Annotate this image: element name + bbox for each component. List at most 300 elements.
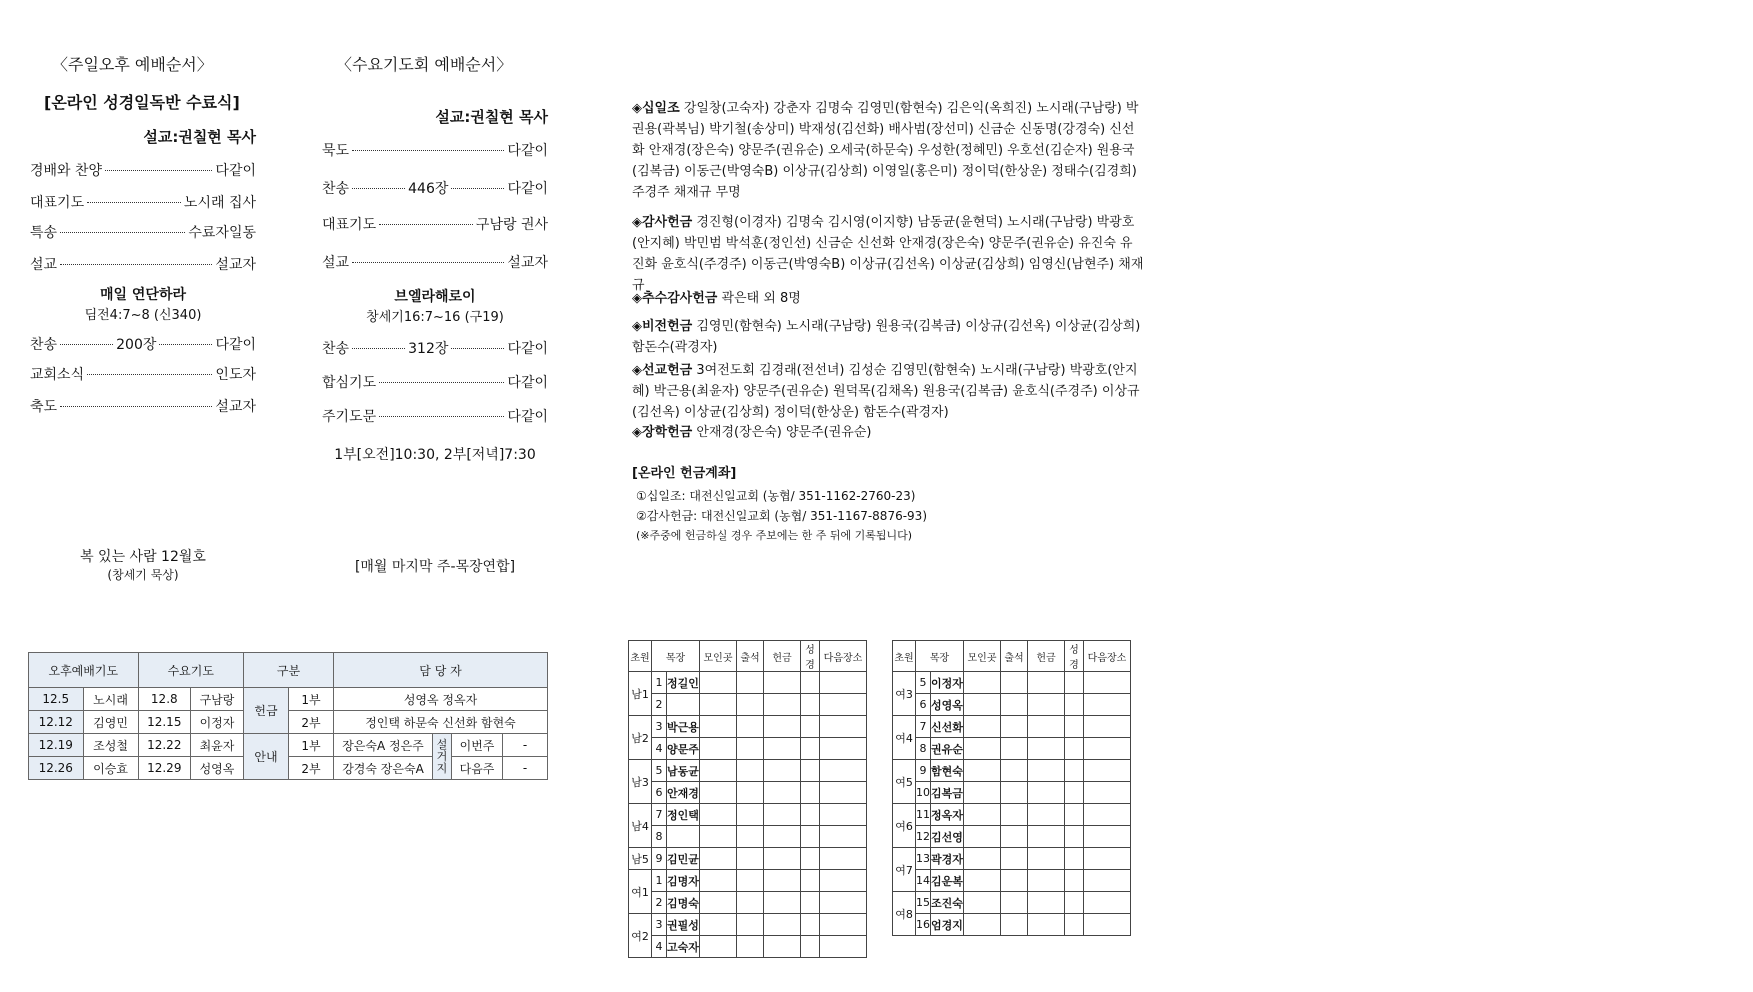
check-cell[interactable] — [700, 870, 737, 892]
table-row — [629, 716, 867, 738]
leader-dots — [379, 382, 504, 383]
check-cell[interactable] — [820, 826, 867, 848]
check-cell[interactable] — [1028, 782, 1065, 804]
cell-number: 3 — [652, 716, 667, 738]
check-cell[interactable] — [964, 716, 1001, 738]
check-cell[interactable] — [1084, 716, 1131, 738]
table-row — [893, 782, 1131, 804]
order-mid: 312장 — [408, 341, 449, 357]
check-cell[interactable] — [764, 760, 801, 782]
check-cell[interactable] — [1001, 782, 1028, 804]
check-cell[interactable] — [820, 914, 867, 936]
check-cell[interactable] — [764, 716, 801, 738]
check-cell[interactable] — [964, 760, 1001, 782]
check-cell[interactable] — [1028, 760, 1065, 782]
check-cell[interactable] — [1084, 738, 1131, 760]
check-cell[interactable] — [737, 848, 764, 870]
check-cell[interactable] — [820, 738, 867, 760]
table-row — [629, 870, 867, 892]
check-cell[interactable] — [1065, 870, 1084, 892]
table-row — [893, 914, 1131, 936]
account-tithe: ①십일조: 대전신일교회 (농협/ 351-1162-2760-23) — [636, 489, 916, 503]
col-header: 오후예배기도 — [29, 653, 139, 688]
check-cell[interactable] — [1065, 848, 1084, 870]
staff-cell: 성영옥 정옥자 — [334, 688, 548, 711]
check-cell[interactable] — [801, 760, 820, 782]
leader-dots — [379, 416, 504, 417]
check-cell[interactable] — [737, 804, 764, 826]
leader-cell: 양문주 — [667, 738, 700, 760]
col-header: 수요기도 — [138, 653, 243, 688]
check-cell[interactable] — [801, 914, 820, 936]
order-value: 다같이 — [215, 337, 257, 353]
offering-names: 곽은태 외 8명 — [721, 291, 801, 306]
check-cell[interactable] — [700, 782, 737, 804]
check-cell[interactable] — [964, 914, 1001, 936]
check-cell[interactable] — [801, 716, 820, 738]
check-cell[interactable] — [820, 672, 867, 694]
col-header: 목장 — [916, 641, 964, 672]
cell-number: 6 — [916, 694, 931, 716]
check-cell[interactable] — [764, 826, 801, 848]
cell-number: 3 — [652, 914, 667, 936]
table-row — [629, 738, 867, 760]
order-label: 경배와 찬양 — [30, 163, 103, 179]
check-cell[interactable] — [737, 716, 764, 738]
check-cell[interactable] — [1001, 716, 1028, 738]
cell-number: 5 — [652, 760, 667, 782]
order-label: 찬송 — [30, 337, 58, 353]
check-cell[interactable] — [737, 738, 764, 760]
table-row — [629, 804, 867, 826]
order-value: 인도자 — [215, 367, 256, 383]
order-value: 다같이 — [507, 341, 549, 357]
name-cell: 조성철 — [83, 734, 138, 757]
offering-title: ◈십일조 — [632, 101, 680, 116]
check-cell[interactable] — [700, 694, 737, 716]
cell-number: 14 — [916, 870, 931, 892]
check-cell[interactable] — [1084, 782, 1131, 804]
order-item — [322, 372, 548, 392]
cell-number: 12 — [916, 826, 931, 848]
check-cell[interactable] — [737, 826, 764, 848]
check-cell[interactable] — [1001, 892, 1028, 914]
grove-cell: 남5 — [629, 848, 652, 870]
order-label: 찬송 — [322, 181, 350, 197]
wednesday-preacher: 설교:권칠현 목사 — [435, 108, 548, 126]
check-cell[interactable] — [1084, 848, 1131, 870]
order-label: 설교 — [30, 257, 58, 273]
wednesday-footer: [매월 마지막 주-목장연합] — [354, 559, 516, 575]
check-cell[interactable] — [964, 892, 1001, 914]
cell-number: 16 — [916, 914, 931, 936]
check-cell[interactable] — [1028, 826, 1065, 848]
sunday-footer-1: 복 있는 사람 12월호 — [80, 549, 206, 565]
name-cell: 노시래 — [83, 688, 138, 711]
cell-number: 4 — [652, 738, 667, 760]
col-header: 헌금 — [1028, 641, 1065, 672]
order-label: 교회소식 — [30, 367, 85, 383]
check-cell[interactable] — [700, 672, 737, 694]
group-cell: 헌금 — [244, 688, 289, 734]
check-cell[interactable] — [801, 936, 820, 958]
check-cell[interactable] — [801, 804, 820, 826]
wednesday-times: 1부[오전]10:30, 2부[저녁]7:30 — [334, 447, 536, 463]
name-cell: 이정자 — [190, 711, 243, 734]
grove-cell: 남4 — [629, 804, 652, 848]
leader-cell: 정길인 — [667, 672, 700, 694]
col-header: 헌금 — [764, 641, 801, 672]
name-cell: 최윤자 — [190, 734, 243, 757]
date-cell: 12.8 — [138, 688, 190, 711]
leader-cell: 곽경자 — [931, 848, 964, 870]
leader-cell: 김명숙 — [667, 892, 700, 914]
check-cell[interactable] — [764, 804, 801, 826]
leader-dots — [159, 344, 212, 345]
table-row — [893, 870, 1131, 892]
check-cell[interactable] — [764, 738, 801, 760]
check-cell[interactable] — [1028, 716, 1065, 738]
check-cell[interactable] — [1028, 870, 1065, 892]
check-cell[interactable] — [1084, 914, 1131, 936]
order-label: 대표기도 — [322, 217, 377, 233]
cell-number: 6 — [652, 782, 667, 804]
check-cell[interactable] — [764, 694, 801, 716]
group-cell: 안내 — [244, 734, 289, 780]
table-row — [893, 848, 1131, 870]
offering-title: ◈감사헌금 — [632, 215, 693, 230]
check-cell[interactable] — [1065, 672, 1084, 694]
setting-name-cell: 다음주 — [452, 757, 503, 780]
part-cell: 2부 — [289, 711, 334, 734]
cell-number: 5 — [916, 672, 931, 694]
check-cell[interactable] — [1084, 672, 1131, 694]
check-cell[interactable] — [1065, 760, 1084, 782]
wednesday-order-header: 〈수요기도회 예배순서〉 — [336, 55, 513, 74]
check-cell[interactable] — [700, 738, 737, 760]
account-thanks: ②감사헌금: 대전신일교회 (농협/ 351-1167-8876-93) — [636, 509, 927, 523]
check-cell[interactable] — [1028, 892, 1065, 914]
part-cell: 1부 — [289, 734, 334, 757]
table-row — [893, 826, 1131, 848]
check-cell[interactable] — [1001, 848, 1028, 870]
leader-dots — [451, 348, 504, 349]
table-row — [629, 826, 867, 848]
offering-names: 강일창(고숙자) 강춘자 김명숙 김영민(함현숙) 김은익(옥희진) 노시래(구남랑) 박권용(곽복님) 박기철(송상미) 박재성(김선화) 배사범(장선미) 신금순 신동명(강경숙) 신선화 안재경(장은숙) 양문주(권유순) 오세국(하문숙) 우성한(정혜민) 우호선(김순자) 원용국(김복금) 이동근(박영숙B) 이상규(김상희) 이영일(홍은미) 정이덕(한상운) 정태수(김경희) 주경주 채재규 무명 — [632, 101, 1139, 200]
table-row — [629, 694, 867, 716]
table-header-row — [629, 641, 867, 672]
check-cell[interactable] — [964, 804, 1001, 826]
col-header: 초원 — [629, 641, 652, 672]
grove-cell: 여7 — [893, 848, 916, 892]
check-cell[interactable] — [764, 892, 801, 914]
leader-dots — [60, 406, 212, 407]
name-cell: 김영민 — [83, 711, 138, 734]
cell-number: 8 — [652, 826, 667, 848]
date-cell: 12.22 — [138, 734, 190, 757]
cell-number: 9 — [652, 848, 667, 870]
grove-cell: 여8 — [893, 892, 916, 936]
setting-value-cell: - — [503, 757, 548, 780]
table-row — [29, 757, 548, 780]
cell-number: 1 — [652, 672, 667, 694]
check-cell[interactable] — [964, 672, 1001, 694]
check-cell[interactable] — [737, 870, 764, 892]
offering-harvest — [632, 288, 1144, 309]
check-cell[interactable] — [801, 892, 820, 914]
leader-dots — [60, 344, 113, 345]
check-cell[interactable] — [964, 738, 1001, 760]
check-cell[interactable] — [764, 914, 801, 936]
check-cell[interactable] — [700, 848, 737, 870]
check-cell[interactable] — [801, 694, 820, 716]
wednesday-order-list-2 — [322, 0, 548, 480]
check-cell[interactable] — [1065, 716, 1084, 738]
check-cell[interactable] — [1001, 870, 1028, 892]
check-cell[interactable] — [964, 848, 1001, 870]
offering-tithe — [632, 98, 1144, 203]
grove-cell: 남1 — [629, 672, 652, 716]
check-cell[interactable] — [737, 782, 764, 804]
check-cell[interactable] — [1028, 672, 1065, 694]
cell-number: 8 — [916, 738, 931, 760]
check-cell[interactable] — [700, 892, 737, 914]
check-cell[interactable] — [737, 672, 764, 694]
order-value: 다같이 — [507, 409, 548, 425]
grove-cell: 여6 — [893, 804, 916, 848]
offering-title: ◈선교헌금 — [632, 363, 693, 378]
table-row — [629, 936, 867, 958]
check-cell[interactable] — [1084, 804, 1131, 826]
check-cell[interactable] — [964, 694, 1001, 716]
check-cell[interactable] — [764, 672, 801, 694]
grove-cell: 여2 — [629, 914, 652, 958]
check-cell[interactable] — [1001, 694, 1028, 716]
cell-number: 9 — [916, 760, 931, 782]
leader-cell: 김복금 — [931, 782, 964, 804]
cell-number: 2 — [652, 694, 667, 716]
check-cell[interactable] — [1001, 826, 1028, 848]
part-cell: 1부 — [289, 688, 334, 711]
check-cell[interactable] — [820, 848, 867, 870]
staff-cell: 강경숙 장은숙A — [334, 757, 433, 780]
order-value: 다같이 — [507, 181, 549, 197]
check-cell[interactable] — [1065, 804, 1084, 826]
check-cell[interactable] — [1084, 694, 1131, 716]
check-cell[interactable] — [700, 936, 737, 958]
check-cell[interactable] — [820, 870, 867, 892]
sunday-footer-2: (창세기 묵상) — [107, 568, 179, 582]
cell-number: 13 — [916, 848, 931, 870]
check-cell[interactable] — [737, 892, 764, 914]
leader-cell: 성영옥 — [931, 694, 964, 716]
check-cell[interactable] — [801, 848, 820, 870]
check-cell[interactable] — [801, 870, 820, 892]
grove-cell: 남3 — [629, 760, 652, 804]
offering-names: 김영민(함현숙) 노시래(구남랑) 원용국(김복금) 이상규(김선옥) 이상균(김상희) 함돈수(곽경자) — [632, 319, 1141, 355]
order-value: 설교자 — [215, 399, 256, 415]
table-row — [629, 848, 867, 870]
duty-schedule-table — [28, 652, 548, 780]
table-row — [29, 711, 548, 734]
check-cell[interactable] — [1065, 914, 1084, 936]
leader-cell: 남동균 — [667, 760, 700, 782]
leader-cell — [667, 694, 700, 716]
check-cell[interactable] — [1065, 782, 1084, 804]
check-cell[interactable] — [1065, 892, 1084, 914]
check-cell[interactable] — [1028, 738, 1065, 760]
setting-name-cell: 이번주 — [452, 734, 503, 757]
check-cell[interactable] — [820, 716, 867, 738]
order-value: 설교자 — [507, 255, 548, 271]
cell-group-table-right — [892, 640, 1131, 936]
order-value: 노시래 집사 — [183, 195, 256, 211]
check-cell[interactable] — [1065, 826, 1084, 848]
grove-cell: 여1 — [629, 870, 652, 914]
table-row — [893, 694, 1131, 716]
check-cell[interactable] — [1084, 760, 1131, 782]
table-row — [629, 672, 867, 694]
check-cell[interactable] — [964, 826, 1001, 848]
name-cell: 구남랑 — [190, 688, 243, 711]
order-label: 대표기도 — [30, 195, 85, 211]
col-header: 구분 — [244, 653, 334, 688]
cell-number: 4 — [652, 936, 667, 958]
leader-cell: 엄경지 — [931, 914, 964, 936]
leader-cell: 김민균 — [667, 848, 700, 870]
check-cell[interactable] — [1001, 760, 1028, 782]
check-cell[interactable] — [801, 782, 820, 804]
order-value: 구남랑 권사 — [475, 217, 548, 233]
date-cell: 12.15 — [138, 711, 190, 734]
cell-number: 15 — [916, 892, 931, 914]
check-cell[interactable] — [737, 694, 764, 716]
leader-cell: 신선화 — [931, 716, 964, 738]
leader-cell: 조진숙 — [931, 892, 964, 914]
leader-cell: 김운복 — [931, 870, 964, 892]
order-item — [30, 364, 256, 384]
date-cell: 12.12 — [29, 711, 84, 734]
check-cell[interactable] — [1001, 804, 1028, 826]
check-cell[interactable] — [700, 826, 737, 848]
leader-cell: 함현숙 — [931, 760, 964, 782]
check-cell[interactable] — [820, 892, 867, 914]
check-cell[interactable] — [1028, 914, 1065, 936]
order-label: 묵도 — [322, 143, 350, 159]
check-cell[interactable] — [1084, 892, 1131, 914]
check-cell[interactable] — [700, 760, 737, 782]
leader-cell: 안재경 — [667, 782, 700, 804]
order-item — [322, 338, 548, 358]
check-cell[interactable] — [1065, 694, 1084, 716]
table-row — [29, 688, 548, 711]
table-row — [893, 892, 1131, 914]
check-cell[interactable] — [964, 782, 1001, 804]
check-cell[interactable] — [820, 936, 867, 958]
check-cell[interactable] — [964, 870, 1001, 892]
table-row — [629, 892, 867, 914]
check-cell[interactable] — [1084, 826, 1131, 848]
order-label: 특송 — [30, 225, 58, 241]
col-header: 다음장소 — [1084, 641, 1131, 672]
check-cell[interactable] — [820, 804, 867, 826]
col-header: 다음장소 — [820, 641, 867, 672]
order-label: 축도 — [30, 399, 58, 415]
check-cell[interactable] — [801, 738, 820, 760]
grove-cell: 여5 — [893, 760, 916, 804]
date-cell: 12.26 — [29, 757, 84, 780]
check-cell[interactable] — [764, 936, 801, 958]
check-cell[interactable] — [1001, 738, 1028, 760]
grove-cell: 남2 — [629, 716, 652, 760]
wednesday-sermon-ref: 창세기16:7~16 (구19) — [366, 310, 504, 325]
check-cell[interactable] — [820, 694, 867, 716]
offering-names: 3여전도회 김경래(전선녀) 김성순 김영민(함현숙) 노시래(구남랑) 박광호(안지혜) 박근용(최윤자) 양문주(권유순) 원덕목(김채옥) 원용국(김복금) 윤호식(주경주) 이상규(김선옥) 이상균(김상희) 정이덕(한상운) 함돈수(곽경자) — [632, 363, 1140, 420]
check-cell[interactable] — [764, 870, 801, 892]
check-cell[interactable] — [1028, 804, 1065, 826]
order-value: 다같이 — [507, 375, 548, 391]
cell-number: 1 — [652, 870, 667, 892]
col-header: 출석 — [1001, 641, 1028, 672]
sunday-order-header: 〈주일오후 예배순서〉 — [52, 55, 213, 74]
check-cell[interactable] — [700, 914, 737, 936]
check-cell[interactable] — [1084, 870, 1131, 892]
check-cell[interactable] — [737, 936, 764, 958]
setting-value-cell: - — [503, 734, 548, 757]
order-item — [322, 406, 548, 426]
col-header: 모인곳 — [700, 641, 737, 672]
table-header-row — [893, 641, 1131, 672]
check-cell[interactable] — [700, 716, 737, 738]
offering-title: ◈장학헌금 — [632, 425, 693, 440]
cell-number: 7 — [652, 804, 667, 826]
order-mid: 200장 — [116, 337, 157, 353]
order-value: 수료자일동 — [188, 225, 256, 241]
col-header: 성경 — [801, 641, 820, 672]
check-cell[interactable] — [737, 760, 764, 782]
order-value: 다같이 — [215, 163, 256, 179]
leader-dots — [87, 374, 212, 375]
leader-dots — [352, 348, 405, 349]
check-cell[interactable] — [737, 914, 764, 936]
table-row — [893, 716, 1131, 738]
table-row — [893, 804, 1131, 826]
check-cell[interactable] — [801, 826, 820, 848]
check-cell[interactable] — [1001, 672, 1028, 694]
leader-cell: 김명자 — [667, 870, 700, 892]
check-cell[interactable] — [764, 848, 801, 870]
check-cell[interactable] — [820, 782, 867, 804]
check-cell[interactable] — [1028, 694, 1065, 716]
offering-names: 안재경(장은숙) 양문주(권유순) — [696, 425, 872, 440]
order-value: 다같이 — [507, 143, 548, 159]
check-cell[interactable] — [801, 672, 820, 694]
check-cell[interactable] — [1001, 914, 1028, 936]
leader-cell: 권필성 — [667, 914, 700, 936]
check-cell[interactable] — [700, 804, 737, 826]
check-cell[interactable] — [1028, 848, 1065, 870]
leader-cell: 이정자 — [931, 672, 964, 694]
table-row — [893, 738, 1131, 760]
leader-cell: 정옥자 — [931, 804, 964, 826]
table-header-row — [29, 653, 548, 688]
grove-cell: 여4 — [893, 716, 916, 760]
check-cell[interactable] — [764, 782, 801, 804]
wednesday-sermon-title: 브엘라해로이 — [394, 289, 476, 305]
account-note: (※주중에 헌금하실 경우 주보에는 한 주 뒤에 기록됩니다) — [636, 529, 913, 542]
check-cell[interactable] — [820, 760, 867, 782]
check-cell[interactable] — [1065, 738, 1084, 760]
